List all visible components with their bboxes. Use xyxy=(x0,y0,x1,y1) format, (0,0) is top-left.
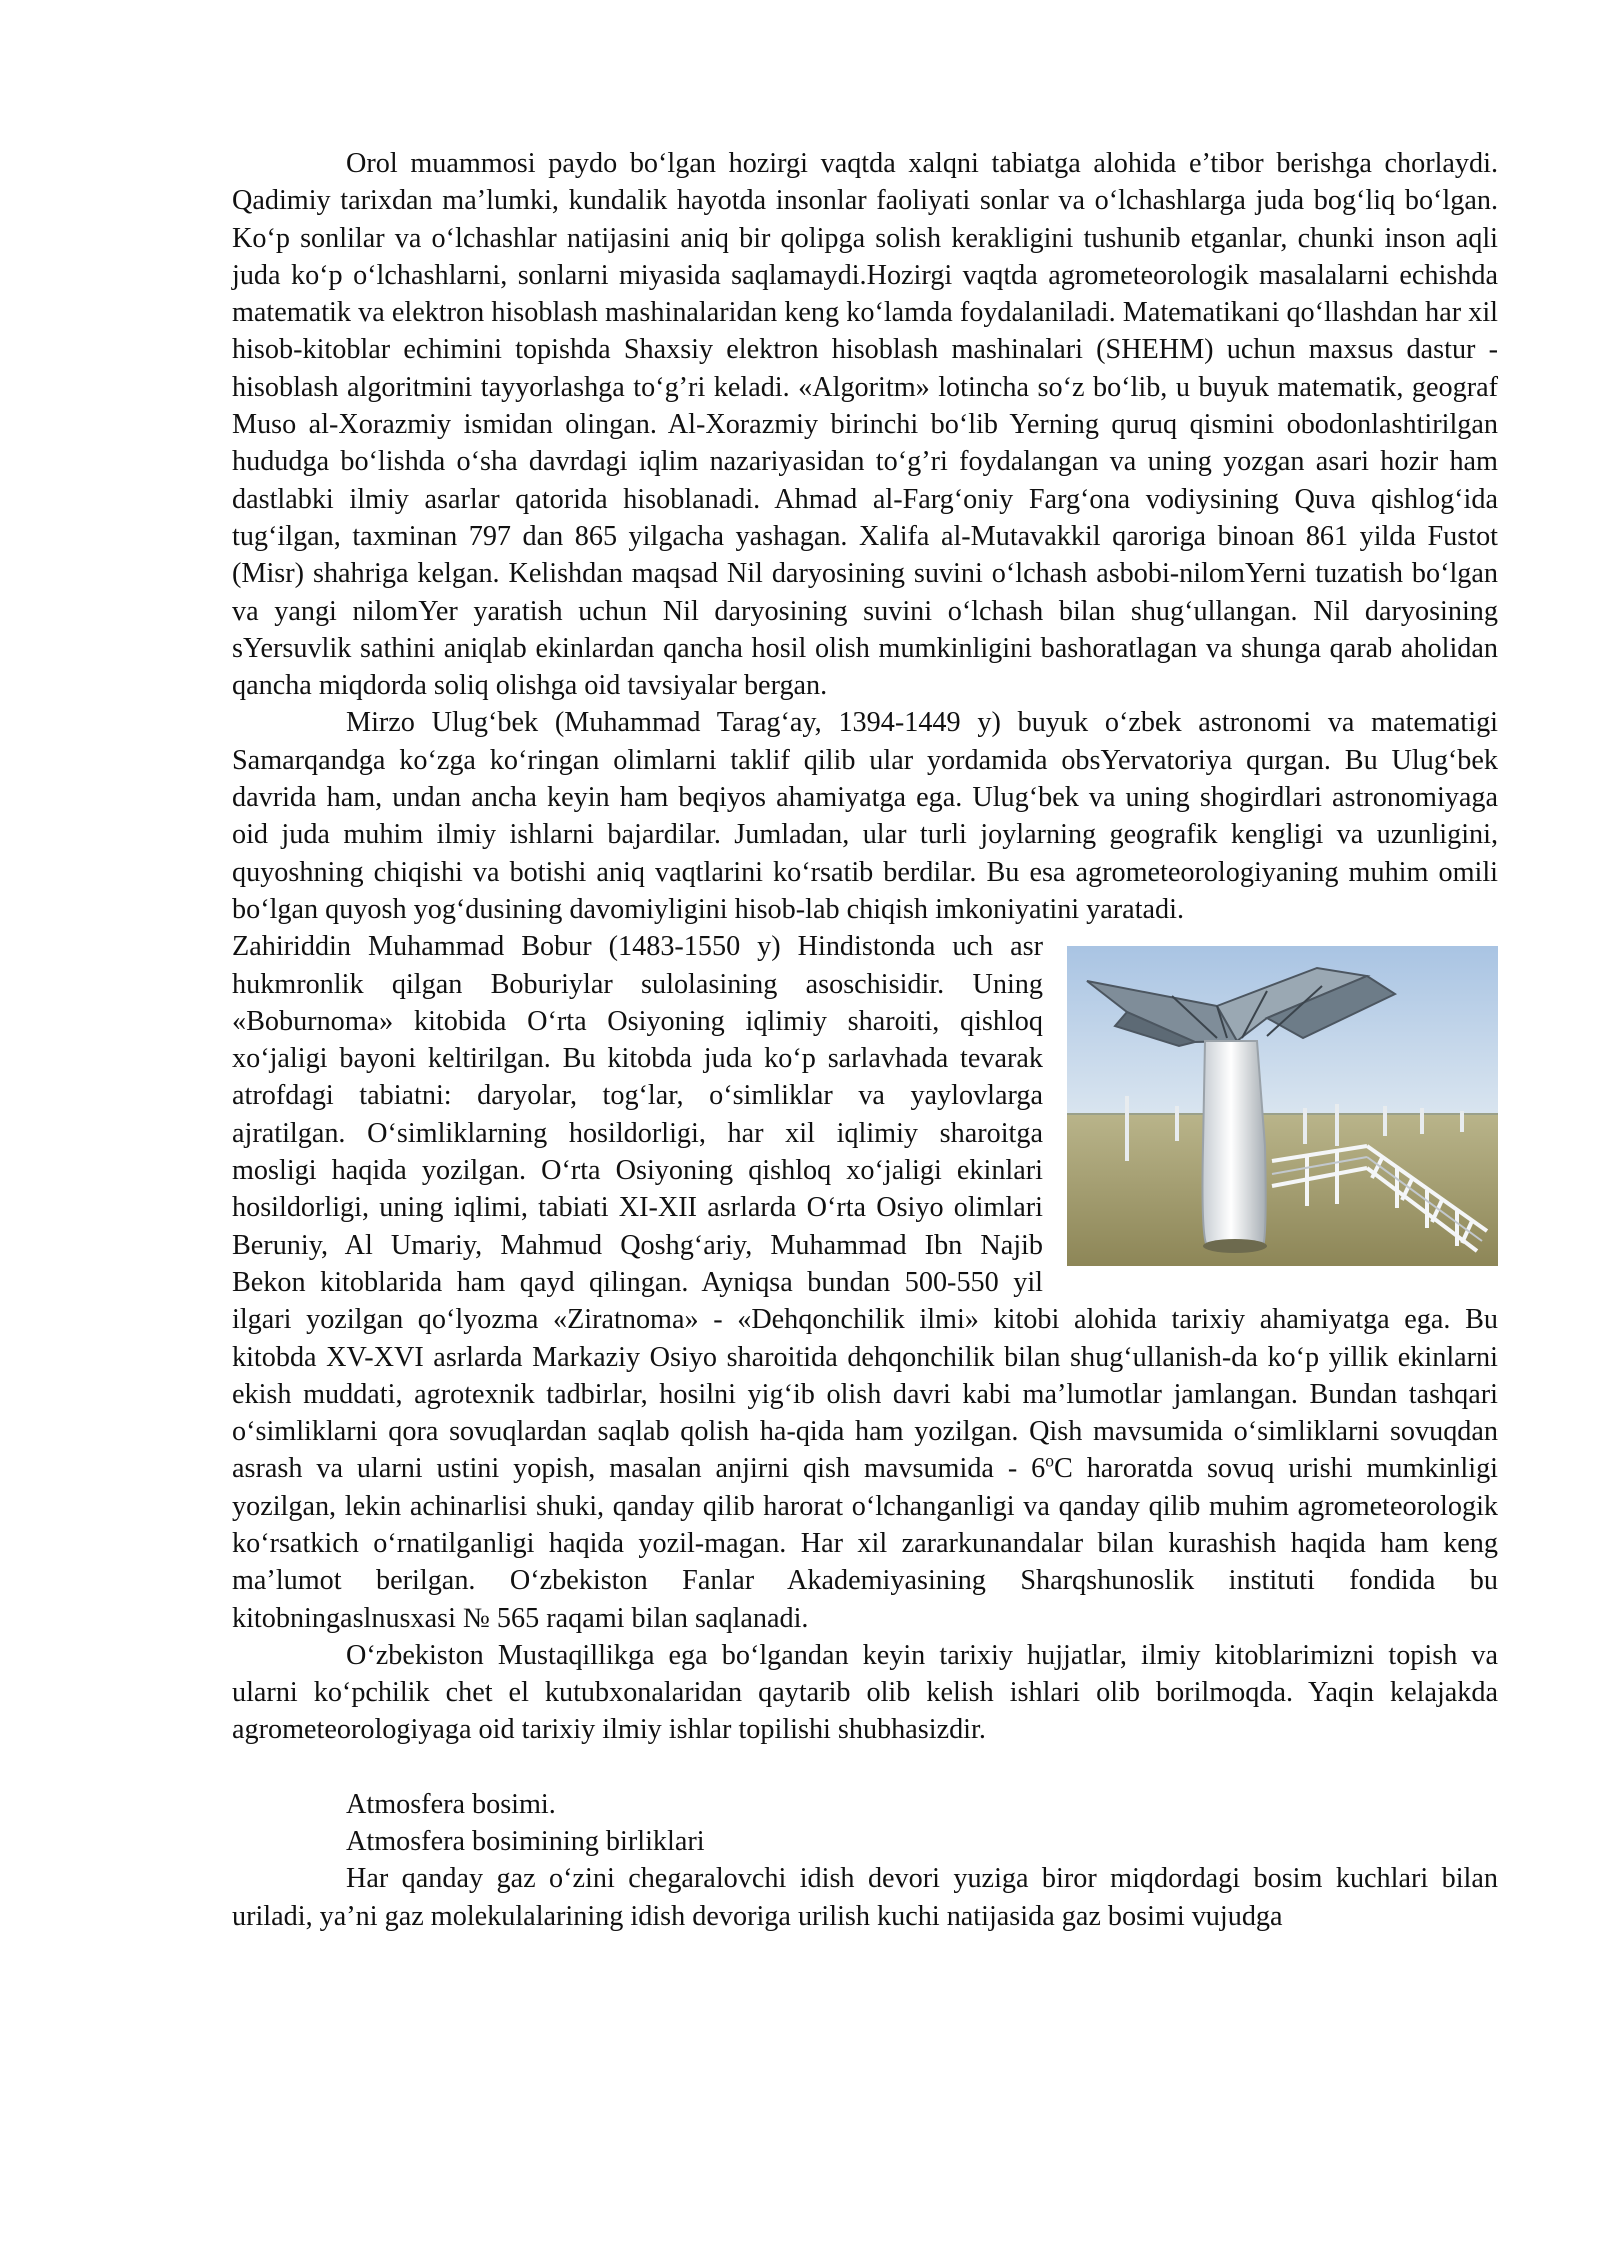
degree-sign: o xyxy=(1045,1451,1054,1471)
section-heading-pressure-units: Atmosfera bosimining birliklari xyxy=(346,1826,705,1858)
paragraph-independence: O‘zbekiston Mustaqillikga ega bo‘lgandan keyin tarixiy hujjatlar, ilmiy kitoblarimizni topish va ularni ko‘pchilik chet el kutubxonalaridan qaytarib olib kelish ishlari olib borilmoqda. Yaqin kelajakda agrometeorologiyaga oid tarixiy ilmiy ishlar topilishi shubhasizdir. xyxy=(232,1639,1498,1746)
document-page xyxy=(232,145,1498,1935)
blank-line xyxy=(232,1749,1498,1786)
section-heading-pressure: Atmosfera bosimi. xyxy=(346,1788,556,1820)
weather-instrument-photo xyxy=(1067,946,1498,1266)
paragraph-gas-pressure: Har qanday gaz o‘zini chegaralovchi idish devori yuziga biror miqdordagi bosim kuchlari bilan uriladi, ya’ni gaz molekulalarining idish devoriga urilish kuchi natijasida gaz bosimi vujudga xyxy=(232,1863,1498,1932)
paragraph-bobur-part-2: C haroratda sovuq urishi mumkinligi yozilgan, lekin achinarlisi shuki, qanday qilib harorat o‘lchanganligi va qanday qilib muhim agrometeorologik ko‘rsatkich o‘rnatilganligi haqida yozil-magan. Har xil zararkunandalar bilan kurashish haqida ham keng ma’lumot berilgan. O‘zbekiston Fanlar Akademiyasining Sharqshunoslik instituti fondida bu kitobningaslnusxasi № 565 raqami bilan saqlanadi. xyxy=(232,1453,1498,1634)
paragraph-ulugbek: Mirzo Ulug‘bek (Muhammad Tarag‘ay, 1394-1449 y) buyuk o‘zbek astronomi va matematigi Samarqandga ko‘zga ko‘ringan olimlarni taklif qilib ular yordamida obsYervatoriya qurgan. Bu Ulug‘bek davrida ham, undan ancha keyin ham beqiyos ahamiyatga ega. Ulug‘bek va uning shogirdlari astronomiyaga oid juda muhim ilmiy ishlarni bajardilar. Jumladan, ular turli joylarning geografik kengligi va uzunligini, quyoshning chiqishi va botishi aniq vaqtlarini ko‘rsatib berdilar. Bu esa agrometeorologiyaning muhim omili bo‘lgan quyosh yog‘dusining davomiyligini hisob-lab chiqish imkoniyatini yaratadi. xyxy=(232,707,1498,925)
paragraph-bobur-part-1: Zahiriddin Muhammad Bobur (1483-1550 y) Hindistonda uch asr hukmronlik qilgan Boburiylar sulolasining asoschisidir. Uning «Boburnoma» kitobida O‘rta Osiyoning iqlimiy sharoiti, qishloq xo‘jaligi bayoni keltirilgan. Bu kitobda juda ko‘p sarlavhada tevarak atrofdagi tabiatni: daryolar, tog‘lar, o‘simliklar va yaylovlarga ajratilgan. O‘simliklarning hosildorligi, har xil iqlimiy sharoitga mosligi haqida yozilgan. O‘rta Osiyoning qishloq xo‘jaligi ekinlari hosildorligi, uning iqlimi, tabiati XI-XII asrlarda O‘rta Osiyo olimlari Beruniy, Al Umariy, Mahmud Qoshg‘ariy, Muhammad Ibn Najib Bekon kitoblarida ham qayd qilingan. Ayniqsa bundan 500-550 yil ilgari yozilgan qo‘lyozma «Ziratnoma» - «Dehqonchilik ilmi» kitobi alohida tarixiy ahamiyatga ega. Bu kitobda XV-XVI asrlarda Markaziy Osiyo sharoitida dehqonchilik bilan shug‘ullanish-da ko‘p yillik ekinlarni ekish muddati, agrotexnik tadbirlar, hosilni yig‘ib olish davri kabi ma’lumotlar jamlangan. Bundan tashqari o‘simliklarni qora sovuqlardan saqlab qolish ha-qida ham yozilgan. Qish mavsumida o‘simliklarni sovuqdan asrash va ularni ustini yopish, masalan anjirni qish mavsumida - 6 xyxy=(232,931,1498,1485)
paragraph-aral-history: Orol muammosi paydo bo‘lgan hozirgi vaqtda xalqni tabiatga alohida e’tibor berishga chorlaydi. Qadimiy tarixdan ma’lumki, kundalik hayotda insonlar faoliyati sonlar va o‘lchashlarga juda bog‘liq bo‘lgan. Ko‘p sonlilar va o‘lchashlar natijasini aniq bir qolipga solish kerakligini tushunib etganlar, chunki inson aqli juda ko‘p o‘lchashlarni, sonlarni miyasida saqlamaydi.Hozirgi vaqtda agrometeorologik masalalarni echishda matematik va elektron hisoblash mashinalaridan keng ko‘lamda foydalaniladi. Matematikani qo‘llashdan har xil hisob-kitoblar echimini topishda Shaxsiy elektron hisoblash mashinalari (SHEHM) uchun maxsus dastur - hisoblash algoritmini tayyorlashga to‘g’ri keladi. «Algoritm» lotincha so‘z bo‘lib, u buyuk matematik, geograf Muso al-Xorazmiy ismidan olingan. Al-Xorazmiy birinchi bo‘lib Yerning quruq qismini obodonlashtirilgan hududga bo‘lishda o‘sha davrdagi iqlim nazariyasidan to‘g’ri foydalangan va uning yozgan asari hozir ham dastlabki ilmiy asarlar qatorida hisoblanadi. Ahmad al-Farg‘oniy Farg‘ona vodiysining Quva qishlog‘ida tug‘ilgan, taxminan 797 dan 865 yilgacha yashagan. Xalifa al-Mutavakkil qaroriga binoan 861 yilda Fustot (Misr) shahriga kelgan. Kelishdan maqsad Nil daryosining suvini o‘lchash asbobi-nilomYerni tuzatish bo‘lgan va yangi nilomYer yaratish uchun Nil daryosining suvini o‘lchash bilan shug‘ullangan. Nil daryosining sYersuvlik sathini aniqlab ekinlardan qancha hosil olish mumkinligini bashoratlagan va shunga qarab aholidan qancha miqdorda soliq olishga oid tavsiyalar bergan. xyxy=(232,148,1498,702)
